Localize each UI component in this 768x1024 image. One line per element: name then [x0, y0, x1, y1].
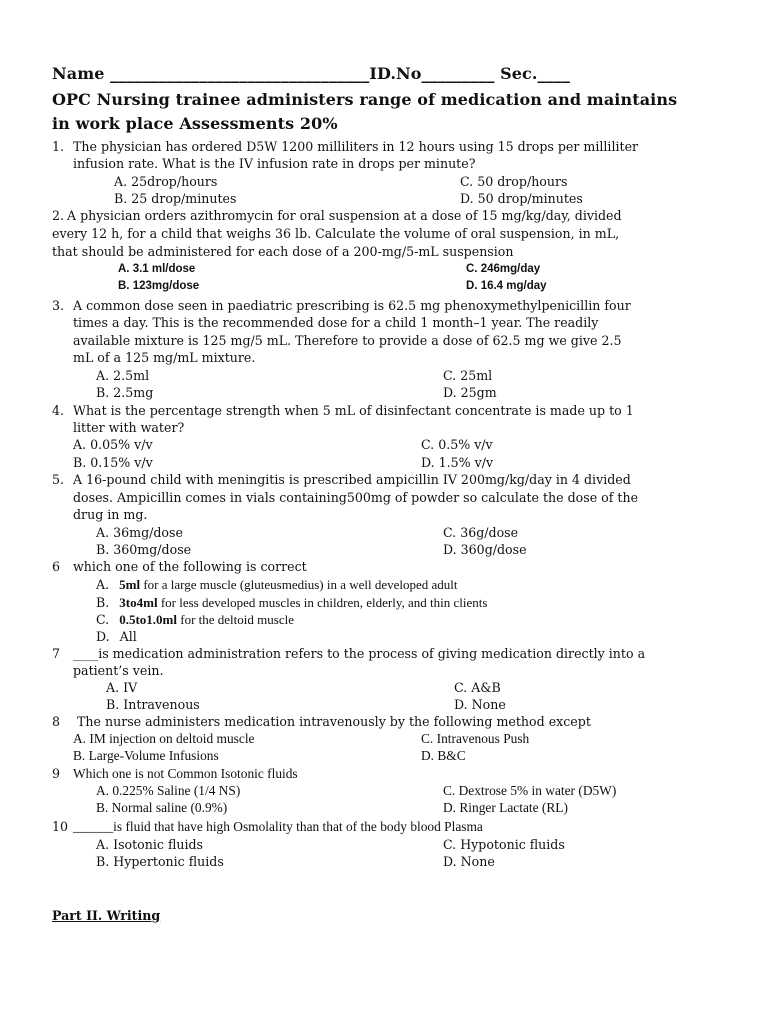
question-text: The physician has ordered D5W 1200 milliliters in 12 hours using 15 drops per milliliter	[73, 139, 639, 154]
option-a: A. IV	[106, 680, 138, 695]
option-c: C. Hypotonic fluids	[443, 837, 565, 852]
option-key-volume: 0.5to1.0ml	[119, 612, 177, 627]
option-c: C. 0.5% v/v	[421, 437, 493, 452]
option-d	[96, 628, 137, 646]
option-c: C. 25ml	[443, 368, 493, 383]
option-b: B. 2.5mg	[96, 385, 154, 400]
option-b: B. Intravenous	[106, 697, 200, 712]
question-text: What is the percentage strength when 5 mL of disinfectant concentrate is made up to 1	[73, 403, 634, 418]
question-text: patient’s vein.	[73, 663, 164, 678]
option-c: C. A&B	[454, 680, 501, 695]
question-number: 7	[52, 646, 61, 661]
option-a: A. 3.1 ml/dose	[118, 263, 196, 275]
question-text: every 12 h, for a child that weighs 36 lb. Calculate the volume of oral suspension, in mL,	[52, 226, 620, 241]
option-d: D. 25gm	[443, 385, 497, 400]
option-d: D. None	[443, 854, 495, 869]
question-text: infusion rate. What is the IV infusion rate in drops per minute?	[73, 156, 476, 171]
option-b: B. Hypertonic fluids	[96, 854, 224, 869]
exam-title-line-1: OPC Nursing trainee administers range of medication and maintains	[52, 90, 678, 109]
option-d: D. Ringer Lactate (RL)	[443, 800, 568, 815]
option-text: All	[119, 629, 137, 644]
option-c: C. Intravenous Push	[421, 731, 530, 746]
question-text: that should be administered for each dose of a 200-mg/5-mL suspension	[52, 244, 514, 259]
option-b: B. Large-Volume Infusions	[73, 748, 219, 763]
option-d: D. B&C	[421, 748, 466, 763]
question-number: 2.	[52, 208, 65, 223]
option-text: for less developed muscles in children, elderly, and thin clients	[157, 595, 488, 610]
option-b: B. 0.15% v/v	[73, 455, 153, 470]
option-b: B. 25 drop/minutes	[114, 191, 237, 206]
option-letter: B.	[96, 595, 110, 610]
option-a	[96, 576, 458, 594]
option-text: for the deltoid muscle	[177, 612, 294, 627]
question-number: 8	[52, 714, 61, 729]
option-c: C. Dextrose 5% in water (D5W)	[443, 783, 617, 798]
option-c	[96, 611, 294, 629]
option-c: C. 50 drop/hours	[460, 174, 568, 189]
question-text: A common dose seen in paediatric prescribing is 62.5 mg phenoxymethylpenicillin four	[73, 298, 631, 313]
option-a: A. 25drop/hours	[114, 174, 218, 189]
name-id-section-line: Name ________________________________ID.No_________ Sec.____	[52, 64, 570, 83]
question-number: 5.	[52, 472, 65, 487]
option-letter: A.	[96, 577, 110, 592]
option-key-volume: 3to4ml	[119, 595, 158, 610]
option-a: A. 2.5ml	[96, 368, 150, 383]
option-a: A. IM injection on deltoid muscle	[73, 731, 255, 746]
question-number: 1.	[52, 139, 65, 154]
question-text: litter with water?	[73, 420, 185, 435]
question-number: 10	[52, 819, 69, 834]
question-number: 4.	[52, 403, 65, 418]
question-text: The nurse administers medication intravenously by the following method except	[77, 714, 591, 729]
option-letter: C.	[96, 612, 110, 627]
option-b: B. 360mg/dose	[96, 542, 192, 557]
question-text: doses. Ampicillin comes in vials containing500mg of powder so calculate the dose of the	[73, 490, 639, 505]
option-key-volume: 5ml	[119, 577, 141, 592]
question-text: drug in mg.	[73, 507, 148, 522]
question-number: 6	[52, 559, 61, 574]
option-c: C. 36g/dose	[443, 525, 519, 540]
option-a: A. Isotonic fluids	[96, 837, 204, 852]
question-number: 9	[52, 766, 61, 781]
question-text: mL of a 125 mg/mL mixture.	[73, 350, 256, 365]
option-a: A. 0.05% v/v	[73, 437, 153, 452]
question-number: 3.	[52, 298, 65, 313]
question-text: times a day. This is the recommended dose for a child 1 month–1 year. The readily	[73, 315, 599, 330]
option-b: B. Normal saline (0.9%)	[96, 800, 228, 815]
question-text: Which one is not Common Isotonic fluids	[73, 766, 298, 781]
option-a: A. 0.225% Saline (1/4 NS)	[96, 783, 241, 798]
exam-title-line-2: in work place Assessments 20%	[52, 114, 338, 133]
question-text: A physician orders azithromycin for oral suspension at a dose of 15 mg/kg/day, divided	[67, 208, 622, 223]
option-d: D. 16.4 mg/day	[466, 280, 547, 292]
question-text: which one of the following is correct	[73, 559, 307, 574]
option-b: B. 123mg/dose	[118, 280, 200, 292]
question-text: ____is medication administration refers to the process of giving medication directly into a	[73, 646, 646, 661]
option-c: C. 246mg/day	[466, 263, 541, 275]
option-d: D. None	[454, 697, 506, 712]
option-d: D. 360g/dose	[443, 542, 527, 557]
option-b	[96, 594, 487, 612]
option-text: for a large muscle (gluteusmedius) in a well developed adult	[140, 577, 458, 592]
question-text: A 16-pound child with meningitis is prescribed ampicillin IV 200mg/kg/day in 4 divided	[73, 472, 631, 487]
part-2-heading: Part II. Writing	[52, 908, 161, 923]
option-letter: D.	[96, 629, 110, 644]
question-text: ______is fluid that have high Osmolality than that of the body blood Plasma	[73, 819, 483, 834]
question-text: available mixture is 125 mg/5 mL. Therefore to provide a dose of 62.5 mg we give 2.5	[73, 333, 622, 348]
option-a: A. 36mg/dose	[96, 525, 183, 540]
option-d: D. 50 drop/minutes	[460, 191, 583, 206]
option-d: D. 1.5% v/v	[421, 455, 494, 470]
